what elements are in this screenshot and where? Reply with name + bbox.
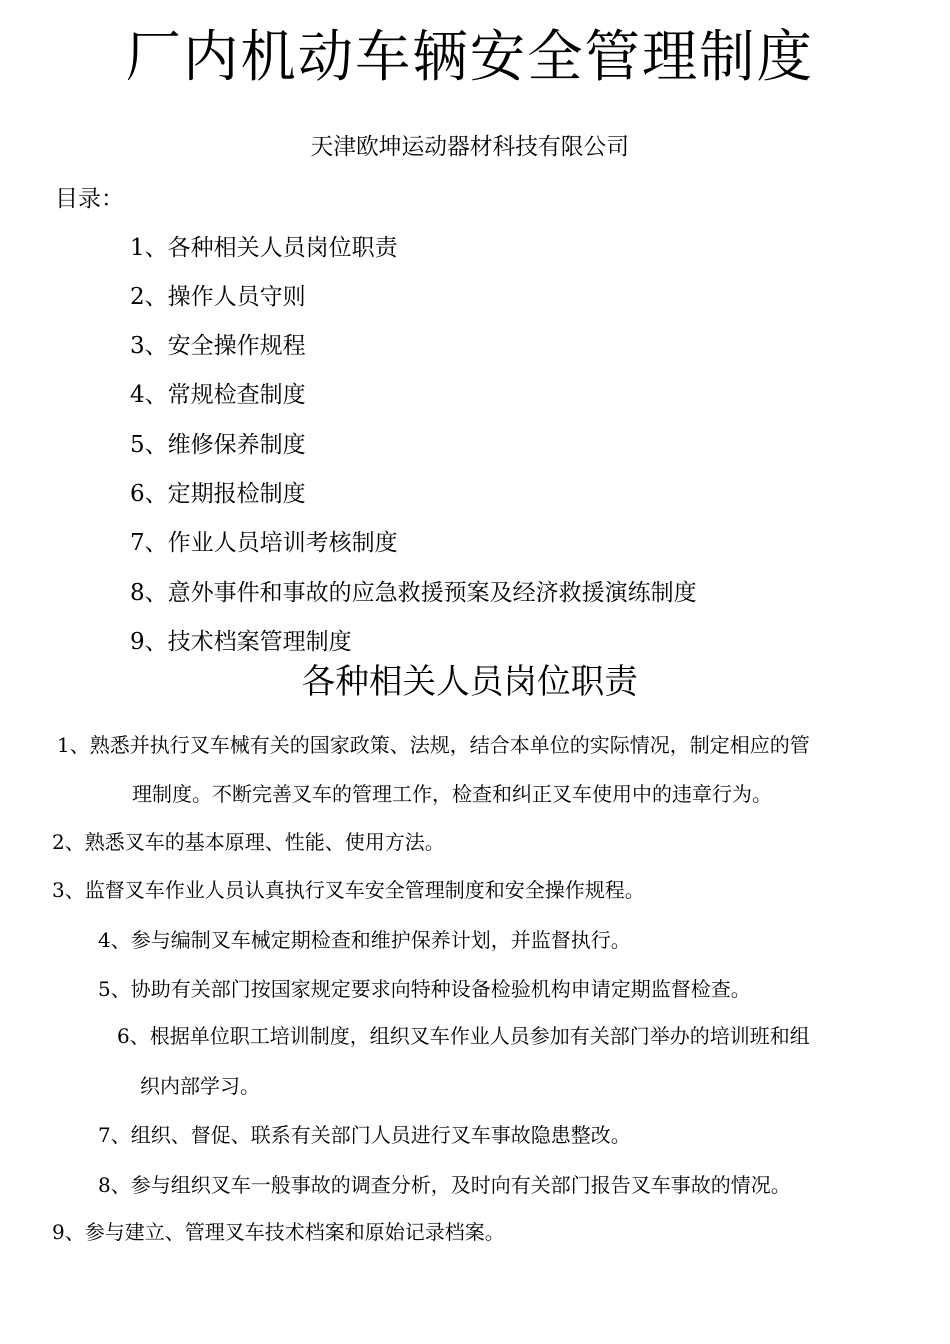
toc-item: 1、各种相关人员岗位职责: [130, 235, 398, 261]
toc-item: 5、维修保养制度: [130, 432, 306, 458]
duty-line: 4、参与编制叉车械定期检查和维护保养计划，并监督执行。: [98, 928, 631, 952]
duty-line: 7、组织、督促、联系有关部门人员进行叉车事故隐患整改。: [98, 1123, 631, 1147]
duty-line: 6、根据单位职工培训制度，组织叉车作业人员参加有关部门举办的培训班和组: [117, 1024, 810, 1048]
toc-item: 9、技术档案管理制度: [130, 629, 352, 655]
toc-label: 目录：: [55, 186, 124, 212]
duty-line: 5、协助有关部门按国家规定要求向特种设备检验机构申请定期监督检查。: [98, 977, 751, 1001]
toc-item: 3、安全操作规程: [130, 333, 306, 359]
duty-line: 理制度。不断完善叉车的管理工作，检查和纠正叉车使用中的违章行为。: [132, 782, 772, 806]
toc-item: 2、操作人员守则: [130, 284, 306, 310]
section-title: 各种相关人员岗位职责: [301, 662, 638, 702]
toc-item: 8、意外事件和事故的应急救援预案及经济救援演练制度: [130, 580, 697, 606]
duty-line: 9、参与建立、管理叉车技术档案和原始记录档案。: [52, 1220, 505, 1244]
toc-item: 4、常规检查制度: [130, 382, 306, 408]
duty-line: 2、熟悉叉车的基本原理、性能、使用方法。: [52, 830, 445, 854]
toc-item: 6、定期报检制度: [130, 481, 306, 507]
company-name: 天津欧坤运动器材科技有限公司: [310, 134, 630, 160]
duty-line: 织内部学习。: [140, 1074, 260, 1098]
duty-line: 8、参与组织叉车一般事故的调查分析，及时向有关部门报告叉车事故的情况。: [98, 1173, 791, 1197]
document-title: 厂内机动车辆安全管理制度: [125, 25, 814, 90]
toc-item: 7、作业人员培训考核制度: [130, 530, 398, 556]
duty-line: 1、熟悉并执行叉车械有关的国家政策、法规，结合本单位的实际情况，制定相应的管: [57, 733, 810, 757]
duty-line: 3、监督叉车作业人员认真执行叉车安全管理制度和安全操作规程。: [52, 878, 645, 902]
